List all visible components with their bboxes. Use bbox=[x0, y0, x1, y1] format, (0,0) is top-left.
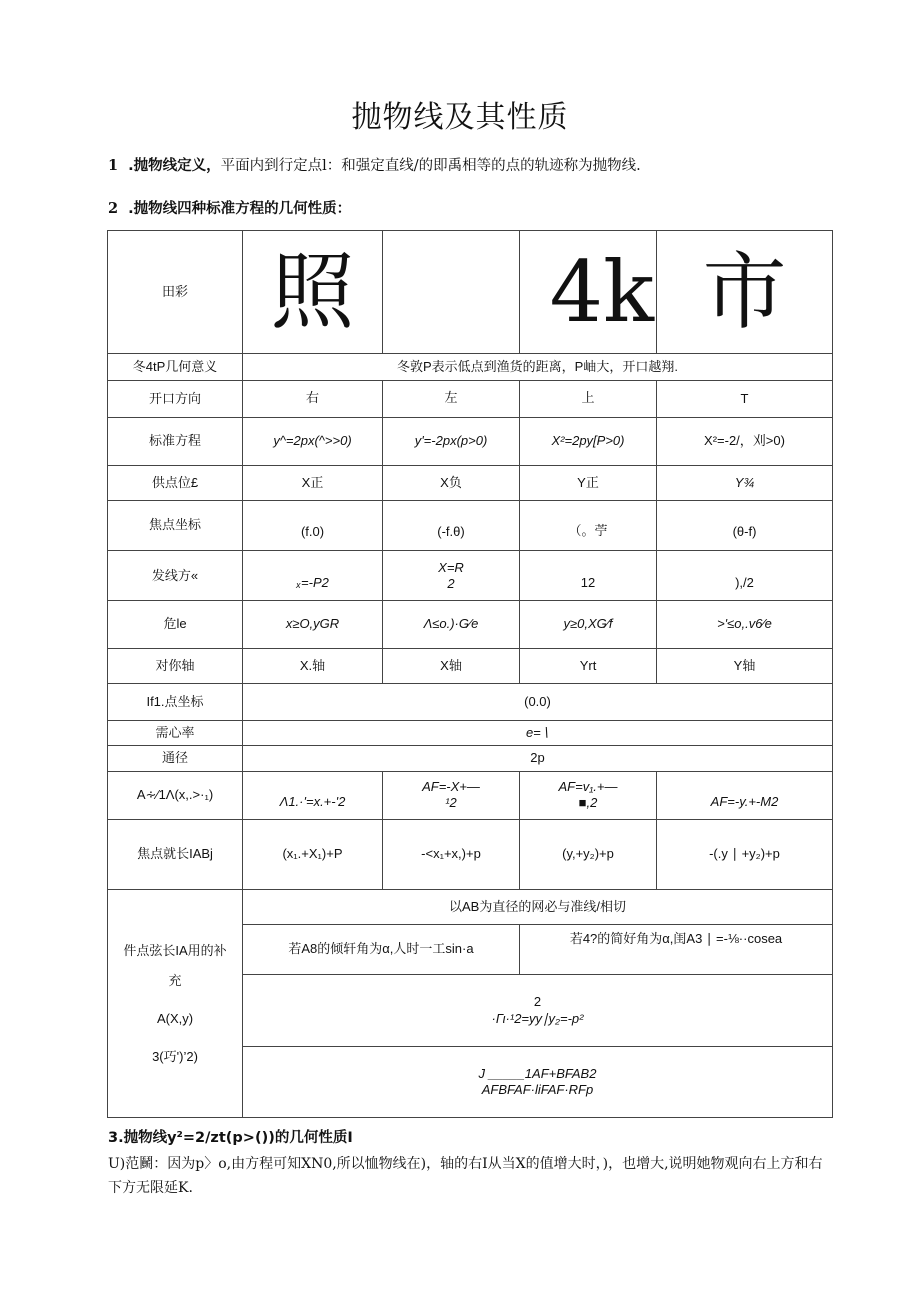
directrix-4 bbox=[657, 551, 833, 601]
focal-radius-3-line1: AF=v₁.+— bbox=[558, 778, 618, 794]
axis-2: X轴 bbox=[383, 648, 520, 683]
label-focal-radius: A∻∕1Λ(x,.>·₁) bbox=[108, 771, 243, 819]
label-opening: 开口方向 bbox=[108, 381, 243, 418]
row-focal-chord bbox=[108, 819, 833, 889]
label-supplement-line1: 件点弦长IA用的补 bbox=[123, 942, 227, 958]
vertex-value: (0.0) bbox=[243, 684, 833, 721]
axis-3: Yrt bbox=[520, 648, 657, 683]
focal-radius-4 bbox=[657, 771, 833, 819]
figure-down-glyph: 市 bbox=[702, 242, 787, 341]
supplement-product-line2: ·Γι·¹2=yy∣y₂=-p² bbox=[491, 1010, 584, 1026]
focus-coord-1 bbox=[243, 500, 383, 550]
focal-radius-2-line2: ¹2 bbox=[445, 795, 457, 811]
p-meaning-text: 冬敦P表示低点到渔货的距离，P岫大，开口越翔. bbox=[243, 353, 833, 380]
label-focal-chord: 焦点就长IABj bbox=[108, 819, 243, 889]
label-supplement-line2: 充 bbox=[168, 972, 182, 988]
directrix-2-line1: X=R bbox=[438, 559, 464, 575]
supplement-circle-tangent: 以AB为直径的网必与准线/相切 bbox=[243, 890, 833, 924]
page-title: 抛物线及其性质 bbox=[351, 100, 569, 135]
focus-position-2: X负 bbox=[383, 465, 520, 500]
opening-1: 右 bbox=[243, 381, 383, 418]
row-opening bbox=[108, 381, 833, 418]
section-1 bbox=[108, 154, 641, 175]
section-2-number: 2 bbox=[108, 200, 119, 217]
supplement-reciprocal bbox=[243, 1047, 833, 1118]
row-supplement-1 bbox=[108, 890, 833, 924]
section-2 bbox=[108, 197, 351, 218]
row-equation bbox=[108, 418, 833, 465]
parabola-properties-table bbox=[107, 230, 833, 1118]
row-p-meaning bbox=[108, 353, 833, 380]
label-directrix: 发线方« bbox=[108, 551, 243, 601]
section-1-heading: .抛物线定义， bbox=[128, 158, 221, 174]
focal-radius-2 bbox=[383, 771, 520, 819]
eccentricity-value: e=∖ bbox=[243, 721, 833, 746]
focal-chord-3: (y,+y₂)+p bbox=[520, 819, 657, 889]
focus-position-3: Y正 bbox=[520, 465, 657, 500]
row-eccentricity bbox=[108, 721, 833, 746]
section-1-number: 1 bbox=[108, 157, 119, 174]
equation-2: y'=-2px(p>0) bbox=[383, 418, 520, 465]
focal-radius-3 bbox=[520, 771, 657, 819]
label-figure: 田彩 bbox=[108, 231, 243, 354]
figure-up-glyph: 4k bbox=[549, 242, 654, 341]
focal-radius-1 bbox=[243, 771, 383, 819]
figure-right bbox=[243, 231, 383, 354]
label-supplement-line3: A(X,y) bbox=[156, 1010, 194, 1026]
label-latus: 通径 bbox=[108, 746, 243, 771]
figure-left bbox=[383, 231, 520, 354]
label-axis: 对你轴 bbox=[108, 648, 243, 683]
equation-1: y^=2px(^>>0) bbox=[243, 418, 383, 465]
row-focus-position bbox=[108, 465, 833, 500]
focus-coord-3-text: （。苧 bbox=[568, 524, 608, 540]
label-range: 危le bbox=[108, 601, 243, 648]
directrix-2-line2: 2 bbox=[447, 575, 455, 591]
row-latus bbox=[108, 746, 833, 771]
focus-coord-2 bbox=[383, 500, 520, 550]
range-3: y≥0,XG∕f bbox=[520, 601, 657, 648]
row-directrix bbox=[108, 551, 833, 601]
focus-position-1: X正 bbox=[243, 465, 383, 500]
section-2-heading: .抛物线四种标准方程的几何性质： bbox=[128, 201, 352, 217]
row-range bbox=[108, 601, 833, 648]
label-focus-coord: 焦点坐标 bbox=[108, 500, 243, 550]
directrix-4-text: ),/2 bbox=[735, 574, 754, 590]
section-3-text: U)范鬭：因为p〉o,由方程可知XN0,所以恤物线在)，轴的右I从当X的值增大时，)，也增大,说明她物观向右上方和右下方无限延K. bbox=[108, 1156, 823, 1196]
supplement-cos: 若4?的简好角为α,闺A3 ∣ =-⅛··cosea bbox=[520, 924, 833, 974]
row-focus-coord bbox=[108, 500, 833, 550]
range-4: >'≤o,.v6∕e bbox=[657, 601, 833, 648]
range-2: Λ≤o.)·G∕e bbox=[383, 601, 520, 648]
supplement-product-line1: 2 bbox=[533, 994, 542, 1010]
focal-chord-2: -<x₁+x,)+p bbox=[383, 819, 520, 889]
directrix-1 bbox=[243, 551, 383, 601]
directrix-2 bbox=[383, 551, 520, 601]
opening-4: T bbox=[657, 381, 833, 418]
focal-radius-2-line1: AF=-X+— bbox=[422, 778, 480, 794]
label-vertex: If1.点坐标 bbox=[108, 684, 243, 721]
supplement-sin: 若A8的倾轩角为α,人时一工sin·a bbox=[243, 924, 520, 974]
directrix-3 bbox=[520, 551, 657, 601]
supplement-reciprocal-line1: J _____1AF+BFAB2 bbox=[478, 1065, 597, 1081]
row-focal-radius bbox=[108, 771, 833, 819]
label-equation: 标准方程 bbox=[108, 418, 243, 465]
axis-4: Y轴 bbox=[657, 648, 833, 683]
focus-coord-4-text: (θ-f) bbox=[732, 524, 757, 540]
row-axis bbox=[108, 648, 833, 683]
section-3-heading: 3.抛物线y²=2∕zt(p>())的几何性质I bbox=[108, 1130, 353, 1146]
directrix-3-text: 12 bbox=[580, 574, 596, 590]
figure-down bbox=[657, 231, 833, 354]
row-vertex bbox=[108, 684, 833, 721]
label-supplement bbox=[108, 890, 243, 1118]
equation-3: X²=2py[P>0) bbox=[520, 418, 657, 465]
range-1: x≥O,yGR bbox=[243, 601, 383, 648]
figure-up bbox=[520, 231, 657, 354]
opening-2: 左 bbox=[383, 381, 520, 418]
figure-right-glyph: 照 bbox=[270, 242, 355, 341]
opening-3: 上 bbox=[520, 381, 657, 418]
focal-radius-4-text: AF=-y.+-M2 bbox=[710, 794, 779, 810]
focus-coord-4 bbox=[657, 500, 833, 550]
label-p-meaning: 冬4tP几何意义 bbox=[108, 353, 243, 380]
focal-radius-3-line2: ■,2 bbox=[578, 795, 598, 811]
focus-position-4: Y¾ bbox=[657, 465, 833, 500]
row-figure bbox=[108, 231, 833, 354]
focus-coord-1-text: (f.0) bbox=[300, 524, 325, 540]
section-1-text: 平面内到行定点l：和强定直线/的即禹相等的点的轨迹称为抛物线. bbox=[220, 158, 641, 174]
focal-radius-1-text: Λ1.·'=x.+-'2 bbox=[279, 794, 346, 810]
supplement-product bbox=[243, 974, 833, 1046]
directrix-1-text: ₓ=-P2 bbox=[296, 574, 329, 590]
equation-4: X²=-2/，刈>0) bbox=[657, 418, 833, 465]
label-eccentricity: 需心率 bbox=[108, 721, 243, 746]
supplement-reciprocal-line2: AFBFAF·liFAF·RFp bbox=[481, 1082, 594, 1098]
axis-1: X.轴 bbox=[243, 648, 383, 683]
focal-chord-4: -(.y ∣ +y₂)+p bbox=[657, 819, 833, 889]
focus-coord-2-text: (-f.θ) bbox=[437, 524, 465, 540]
label-supplement-line4: 3(巧')’2) bbox=[152, 1048, 198, 1064]
focus-coord-3 bbox=[520, 500, 657, 550]
focal-chord-1: (x₁.+X₁)+P bbox=[243, 819, 383, 889]
latus-value: 2p bbox=[243, 746, 833, 771]
label-focus-position: 供点位£ bbox=[108, 465, 243, 500]
